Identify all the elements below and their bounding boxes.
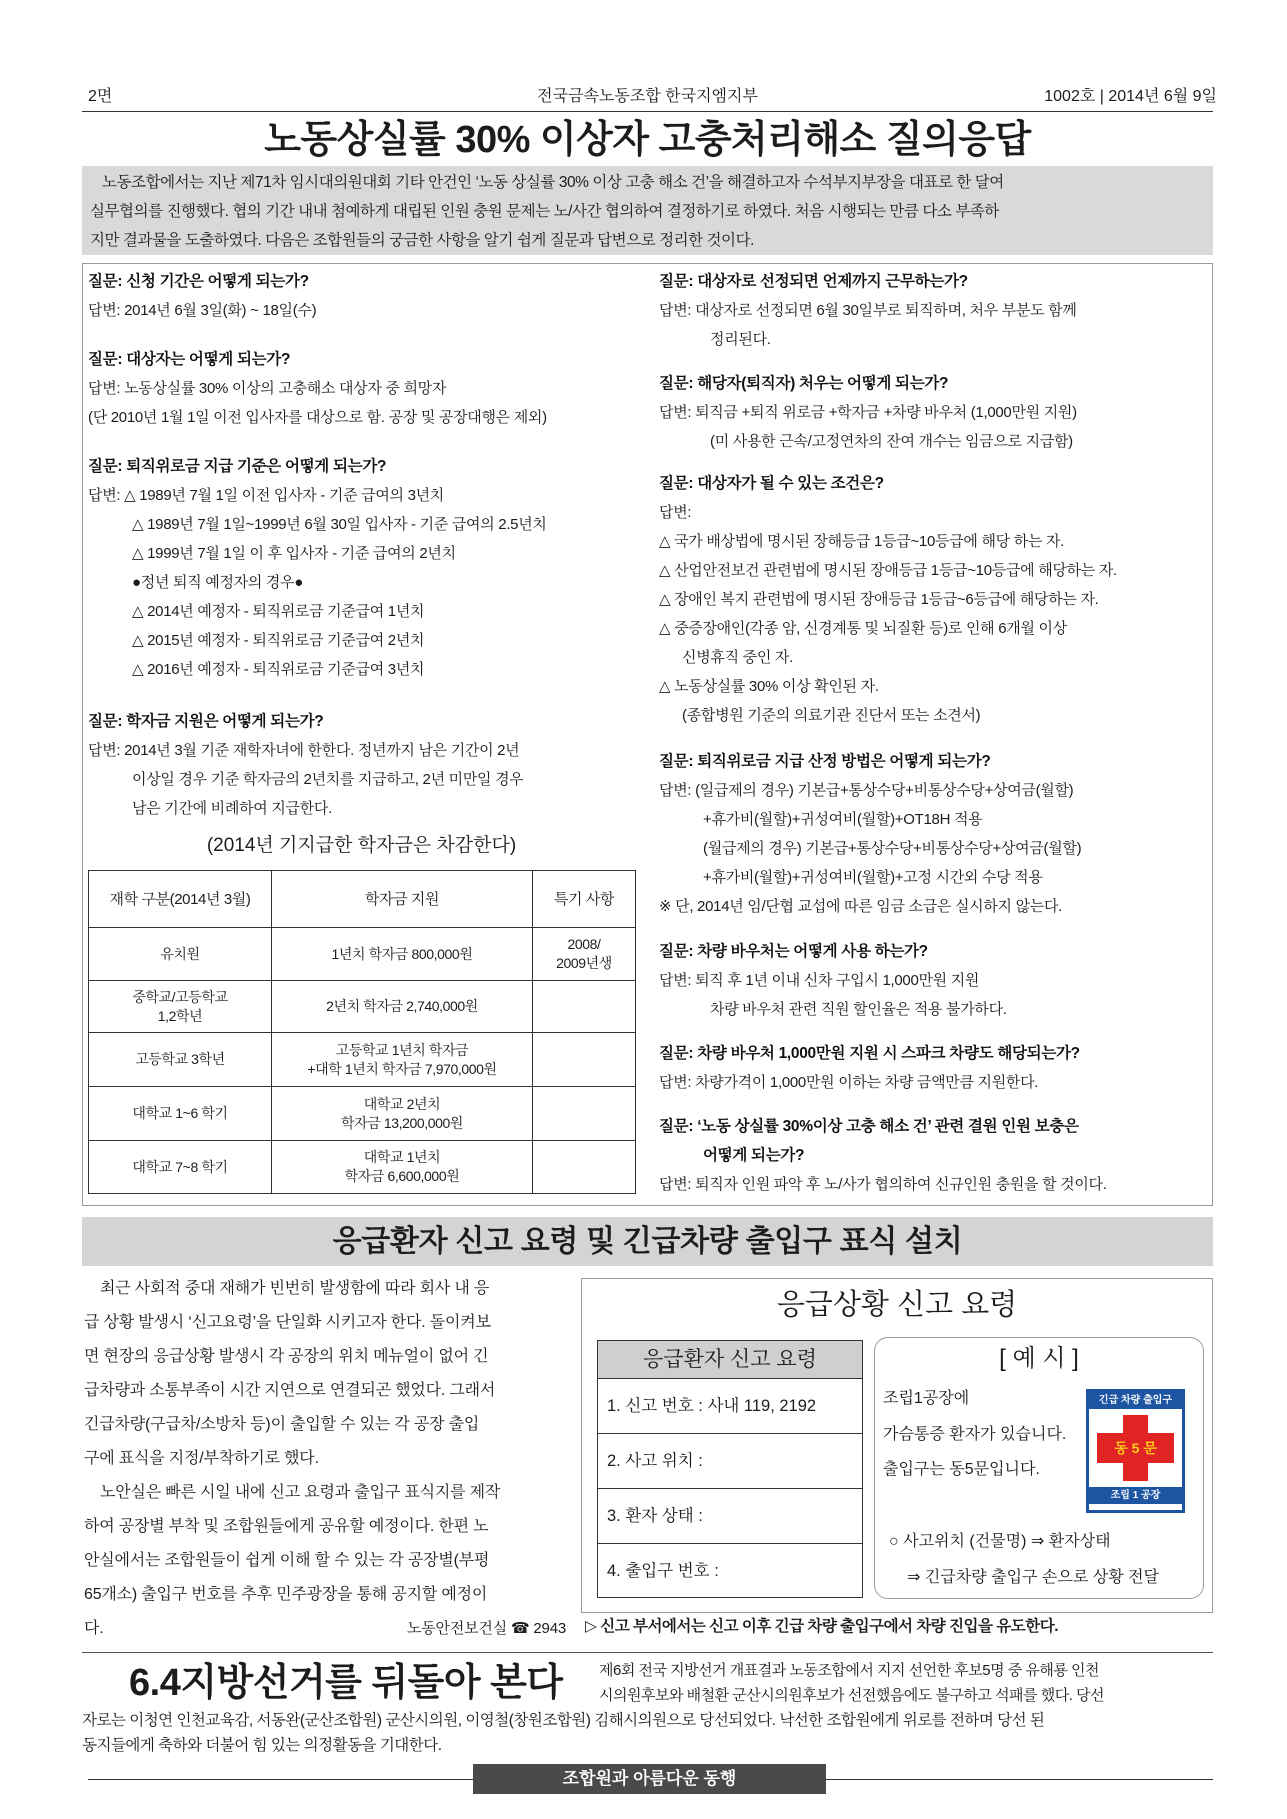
body-last-line bbox=[84, 1612, 566, 1646]
answer-line: 답변: 대상자로 선정되면 6월 30일부로 퇴직하며, 처우 부분도 함께 bbox=[659, 302, 1077, 319]
answer-line: △ 장애인 복지 관련법에 명시된 장애등급 1등급~6등급에 해당하는 자. bbox=[659, 591, 1099, 608]
intro-box bbox=[82, 166, 1213, 255]
table-row bbox=[89, 928, 636, 981]
report-steps-panel bbox=[597, 1340, 863, 1598]
body-line: 노안실은 빠른 시일 내에 신고 요령과 출입구 표식지를 제작 bbox=[100, 1484, 501, 1501]
answer-line: 답변: 차량가격이 1,000만원 이하는 차량 금액만큼 지원한다. bbox=[659, 1074, 1039, 1091]
table-row bbox=[89, 1141, 636, 1194]
answer-line: △ 1989년 7월 1일~1999년 6월 30일 입사자 - 기준 급여의 2.5년치 bbox=[132, 516, 547, 533]
qa-item bbox=[659, 369, 1077, 456]
table-cell bbox=[533, 1033, 636, 1087]
table-cell: 고등학교 3학년 bbox=[89, 1033, 272, 1087]
answer-line: (종합병원 기준의 의료기관 진단서 또는 소견서) bbox=[682, 707, 981, 724]
qa-item bbox=[88, 707, 523, 823]
qa-item bbox=[88, 452, 547, 684]
step-item: 3. 환자 상태 : bbox=[598, 1489, 862, 1544]
body-line: 다. bbox=[84, 1620, 104, 1637]
question: 질문: 퇴직위로금 지급 기준은 어떻게 되는가? bbox=[88, 458, 387, 475]
tuition-table bbox=[88, 870, 636, 1194]
example-line: 조립1공장에 bbox=[883, 1390, 970, 1407]
qa-item bbox=[659, 469, 1117, 730]
answer-line: △ 2015년 예정자 - 퇴직위로금 기준급여 2년치 bbox=[132, 632, 425, 649]
guide-note: ▷ 신고 부서에서는 신고 이후 긴급 차량 출입구에서 차량 진입을 유도한다. bbox=[585, 1618, 1059, 1635]
answer-line: 답변: 퇴직자 인원 파악 후 노/사가 협의하여 신규인원 충원을 할 것이다. bbox=[659, 1176, 1107, 1193]
article-body bbox=[84, 1272, 566, 1646]
answer-line: △ 중증장애인(각종 암, 신경계통 및 뇌질환 등)로 인해 6개월 이상 bbox=[659, 620, 1067, 637]
answer-line: (미 사용한 근속/고정연차의 잔여 개수는 임금으로 지급함) bbox=[710, 433, 1073, 450]
step-item: 4. 출입구 번호 : bbox=[607, 1562, 719, 1580]
body-line: 급차량과 소통부족이 시간 지연으로 연결되곤 했었다. 그래서 bbox=[84, 1382, 496, 1399]
body-line: 65개소) 출입구 번호를 추후 민주광장을 통해 공지할 예정이 bbox=[84, 1586, 488, 1603]
sign-bottom-label: 조립 1 공장 bbox=[1089, 1487, 1182, 1504]
table-row bbox=[89, 981, 636, 1033]
answer-line: 답변: 노동상실률 30% 이상의 고충해소 대상자 중 희망자 bbox=[88, 380, 447, 397]
election-side-text bbox=[599, 1658, 1213, 1708]
answer-line: 답변: 2014년 6월 3일(화) ~ 18일(수) bbox=[88, 302, 317, 319]
qa-item bbox=[659, 937, 1007, 1024]
table-cell: 유치원 bbox=[89, 928, 272, 981]
table-cell bbox=[533, 981, 636, 1033]
answer-line: 답변: bbox=[659, 504, 692, 521]
question: 질문: 차량 바우처는 어떻게 사용 하는가? bbox=[659, 943, 928, 960]
answer-line: △ 2016년 예정자 - 퇴직위로금 기준급여 3년치 bbox=[132, 661, 425, 678]
answer-line: △ 산업안전보건 관련법에 명시된 장애등급 1등급~10등급에 해당하는 자. bbox=[659, 562, 1117, 579]
body-line: 동지들에게 축하와 더불어 힘 있는 의정활동을 기대한다. bbox=[82, 1737, 442, 1754]
section-header-bar bbox=[82, 1217, 1213, 1266]
body-line: 급 상황 발생시 ‘신고요령’을 단일화 시키고자 한다. 돌이켜보 bbox=[84, 1314, 491, 1331]
body-line: 안실에서는 조합원들이 쉽게 이해 할 수 있는 각 공장별(부평 bbox=[84, 1552, 490, 1569]
sign-center-label: 동 5 문 bbox=[1114, 1440, 1157, 1456]
header-rule bbox=[82, 111, 1213, 112]
answer-line: 신병휴직 중인 자. bbox=[682, 649, 793, 666]
body-line: 하여 공장별 부착 및 조합원들에게 공유할 예정이다. 한편 노 bbox=[84, 1518, 489, 1535]
guide-title: 응급상황 신고 요령 bbox=[776, 1289, 1018, 1321]
body-line: 시의원후보와 배철환 군산시의원후보가 선전했음에도 불구하고 석패를 했다. 당선 bbox=[599, 1687, 1105, 1704]
steps-title: 응급환자 신고 요령 bbox=[598, 1341, 862, 1379]
answer-line: △ 1999년 7월 1일 이 후 입사자 - 기준 급여의 2년치 bbox=[132, 545, 456, 562]
table-cell: 대학교 2년치 학자금 13,200,000원 bbox=[272, 1087, 533, 1141]
table-cell bbox=[533, 1087, 636, 1141]
answer-line: 답변: 퇴직 후 1년 이내 신차 구입시 1,000만원 지원 bbox=[659, 972, 980, 989]
author-signature: 노동안전보건실 ☎ 2943 bbox=[406, 1620, 566, 1637]
intro-line: 지만 결과물을 도출하였다. 다음은 조합원들의 궁금한 사항을 알기 쉽게 질문과 답변으로 정리한 것이다. bbox=[90, 232, 754, 249]
example-text bbox=[883, 1381, 1066, 1488]
section-title: 응급환자 신고 요령 및 긴급차량 출입구 표식 설치 bbox=[332, 1225, 963, 1258]
body-line: 면 현장의 응급상황 발생시 각 공장의 위치 메뉴얼이 없어 긴 bbox=[84, 1348, 489, 1365]
table-cell: 대학교 1~6 학기 bbox=[89, 1087, 272, 1141]
election-title: 6.4지방선거를 뒤돌아 본다 bbox=[129, 1662, 563, 1704]
qa-item bbox=[88, 345, 547, 432]
answer-line: +휴가비(월할)+귀성여비(월할)+고정 시간외 수당 적용 bbox=[703, 869, 1043, 886]
answer-line: 이상일 경우 기준 학자금의 2년치를 지급하고, 2년 미만일 경우 bbox=[132, 771, 524, 788]
answer-line: 답변: △ 1989년 7월 1일 이전 입사자 - 기준 급여의 3년치 bbox=[88, 487, 445, 504]
red-cross-icon bbox=[1089, 1409, 1182, 1487]
publisher-name: 전국금속노동조합 한국지엠지부 bbox=[537, 88, 758, 105]
table-cell: 고등학교 1년치 학자금 +대학 1년치 학자금 7,970,000원 bbox=[272, 1033, 533, 1087]
answer-line: ※ 단, 2014년 임/단협 교섭에 따른 임금 소급은 실시하지 않는다. bbox=[659, 898, 1063, 915]
question: 질문: 해당자(퇴직자) 처우는 어떻게 되는가? bbox=[659, 375, 949, 392]
question: 질문: 학자금 지원은 어떻게 되는가? bbox=[88, 713, 324, 730]
question: 질문: 차량 바우처 1,000만원 지원 시 스파크 차량도 해당되는가? bbox=[659, 1045, 1080, 1062]
table-cell: 대학교 7~8 학기 bbox=[89, 1141, 272, 1194]
body-line: 긴급차량(구급차/소방차 등)이 출입할 수 있는 각 공장 출입 bbox=[84, 1416, 480, 1433]
body-line: 최근 사회적 중대 재해가 빈번히 발생함에 따라 회사 내 응 bbox=[100, 1280, 490, 1297]
flow-line: ○ 사고위치 (건물명) ⇒ 환자상태 bbox=[889, 1533, 1111, 1550]
answer-line: 차량 바우처 관련 직원 할인율은 적용 불가하다. bbox=[710, 1001, 1007, 1018]
answer-line: 답변: 퇴직금 +퇴직 위로금 +학자금 +차량 바우처 (1,000만원 지원) bbox=[659, 404, 1077, 421]
answer-line: △ 국가 배상법에 명시된 장해등급 1등급~10등급에 해당 하는 자. bbox=[659, 533, 1065, 550]
body-line: 제6회 전국 지방선거 개표결과 노동조합에서 지지 선언한 후보5명 중 유해룡 인천 bbox=[599, 1662, 1100, 1679]
table-header-row bbox=[89, 871, 636, 928]
issue-date: 1002호 | 2014년 6월 9일 bbox=[1044, 88, 1217, 105]
body-line: 구에 표식을 지정/부착하기로 했다. bbox=[84, 1450, 319, 1467]
intro-line: 노동조합에서는 지난 제71차 임시대의원대회 기타 안건인 ‘노동 상실률 30% 이상 고충 해소 건’을 해결하고자 수석부지부장을 대표로 한 달여 bbox=[102, 174, 1004, 191]
exit-sign-illustration bbox=[1086, 1389, 1185, 1513]
sign-top-label: 긴급 차량 출입구 bbox=[1089, 1392, 1182, 1409]
answer-line: 정리된다. bbox=[710, 331, 771, 348]
qa-right-column bbox=[659, 263, 1211, 1203]
qa-item bbox=[659, 747, 1081, 921]
table-cell: 중학교/고등학교 1,2학년 bbox=[89, 981, 272, 1033]
election-body-text bbox=[82, 1708, 1213, 1758]
question: 질문: 퇴직위로금 지급 산정 방법은 어떻게 되는가? bbox=[659, 753, 991, 770]
table-header-cell: 특기 사항 bbox=[533, 871, 636, 928]
qa-item bbox=[659, 267, 1077, 354]
table-cell: 2년치 학자금 2,740,000원 bbox=[272, 981, 533, 1033]
answer-line: ●정년 퇴직 예정자의 경우● bbox=[132, 574, 304, 591]
table-header-cell: 학자금 지원 bbox=[272, 871, 533, 928]
qa-item bbox=[659, 1039, 1080, 1097]
example-line: 가슴통증 환자가 있습니다. bbox=[883, 1425, 1067, 1443]
flow-line: ⇒ 긴급차량 출입구 손으로 상황 전달 bbox=[907, 1569, 1160, 1586]
article-title: 노동상실률 30% 이상자 고충처리해소 질의응답 bbox=[264, 119, 1031, 161]
answer-line: (월급제의 경우) 기본급+통상수당+비통상수당+상여금(월할) bbox=[703, 840, 1082, 857]
qa-item bbox=[659, 1112, 1107, 1199]
tuition-note: (2014년 기지급한 학자금은 차감한다) bbox=[206, 835, 517, 856]
step-item: 2. 사고 위치 : bbox=[598, 1434, 862, 1489]
table-cell: 2008/ 2009년생 bbox=[533, 928, 636, 981]
table-cell: 대학교 1년치 학자금 6,600,000원 bbox=[272, 1141, 533, 1194]
question: 질문: 대상자는 어떻게 되는가? bbox=[88, 351, 291, 368]
footer-slogan: 조합원과 아름다운 동행 bbox=[473, 1764, 826, 1794]
qa-item bbox=[88, 267, 316, 325]
table-header-cell: 재학 구분(2014년 3월) bbox=[89, 871, 272, 928]
answer-line: 남은 기간에 비례하여 지급한다. bbox=[132, 800, 332, 817]
table-cell: 1년치 학자금 800,000원 bbox=[272, 928, 533, 981]
question: 질문: 대상자로 선정되면 언제까지 근무하는가? bbox=[659, 273, 968, 290]
answer-line: 답변: 2014년 3월 기준 재학자녀에 한한다. 정년까지 남은 기간이 2년 bbox=[88, 742, 520, 759]
answer-line: +휴가비(월할)+귀성여비(월할)+OT18H 적용 bbox=[703, 811, 983, 828]
question-continued: 어떻게 되는가? bbox=[703, 1147, 805, 1164]
body-line: 자로는 이청연 인천교육감, 서동완(군산조합원) 군산시의원, 이영철(창원조합원) 김해시의원으로 당선되었다. 낙선한 조합원에게 위로를 전하며 당선 된 bbox=[82, 1712, 1045, 1729]
example-title: [ 예 시 ] bbox=[999, 1345, 1079, 1372]
table-cell bbox=[533, 1141, 636, 1194]
answer-line: 답변: (일급제의 경우) 기본급+통상수당+비통상수당+상여금(월할) bbox=[659, 782, 1074, 799]
table-row bbox=[89, 1087, 636, 1141]
intro-line: 실무협의를 진행했다. 협의 기간 내내 첨예하게 대립된 인원 충원 문제는 노/사간 협의하여 결정하기로 하였다. 처음 시행되는 만큼 다소 부족하 bbox=[90, 203, 999, 220]
section-rule bbox=[82, 1652, 1213, 1653]
answer-line: (단 2010년 1월 1일 이전 입사자를 대상으로 함. 공장 및 공장대행은 제외) bbox=[88, 409, 547, 426]
page-number: 2면 bbox=[88, 88, 113, 105]
table-row bbox=[89, 1033, 636, 1087]
answer-line: △ 2014년 예정자 - 퇴직위로금 기준급여 1년치 bbox=[132, 603, 425, 620]
question: 질문: 신청 기간은 어떻게 되는가? bbox=[88, 273, 309, 290]
question: 질문: 대상자가 될 수 있는 조건은? bbox=[659, 475, 884, 492]
step-item: 1. 신고 번호 : 사내 119, 2192 bbox=[598, 1379, 862, 1434]
question: 질문: ‘노동 상실률 30%이상 고충 해소 건’ 관련 결원 인원 보충은 bbox=[659, 1118, 1079, 1135]
answer-line: △ 노동상실률 30% 이상 확인된 자. bbox=[659, 678, 879, 695]
example-line: 출입구는 동5문입니다. bbox=[883, 1461, 1040, 1478]
